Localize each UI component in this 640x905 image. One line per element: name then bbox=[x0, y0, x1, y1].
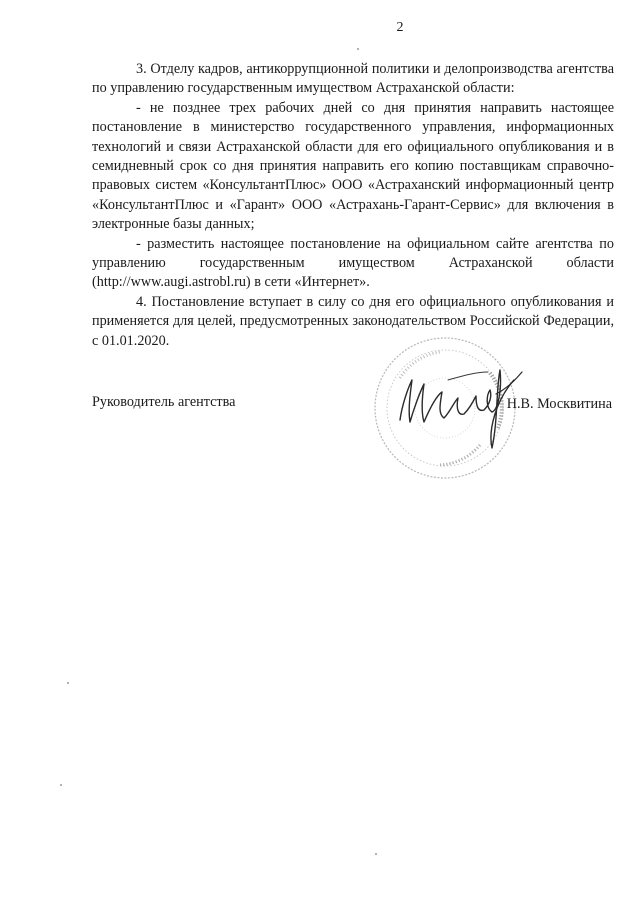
scan-speck bbox=[375, 853, 377, 855]
signatory-position: Руководитель агентства bbox=[92, 394, 236, 410]
paragraph-website-instruction: - разместить настоящее постановление на официальном сайте агентства по управлению государственным имуществом Астраханской области (http://www.augi.astrobl.ru) в сети «Интернет». bbox=[92, 235, 614, 291]
document-body bbox=[92, 60, 614, 351]
scan-speck bbox=[357, 48, 359, 50]
signatory-name: Н.В. Москвитина bbox=[506, 396, 612, 412]
paragraph-item-3: 3. Отделу кадров, антикоррупционной политики и делопроизводства агентства по управлению государственным имуществом Астраханской области: bbox=[92, 61, 614, 97]
page-number: 2 bbox=[396, 20, 404, 35]
paragraph-item-4: 4. Постановление вступает в силу со дня его официального опубликования и применяется для целей, предусмотренных законодательством Российской Федерации, с 01.01.2020. bbox=[92, 293, 614, 349]
scan-speck bbox=[67, 682, 69, 684]
paragraph-publication-instruction: - не позднее трех рабочих дней со дня принятия направить настоящее постановление в министерство государственного управления, информационных технологий и связи Астраханской области для его официального опубликования и в семидневный срок со дня принятия направить его копию поставщикам справочно-правовых систем «КонсультантПлюс» ООО «Астраханский информационный центр «КонсультантПлюс и «Гарант» ООО «Астрахань-Гарант-Сервис» для включения в электронные базы данных; bbox=[92, 99, 614, 233]
scan-speck bbox=[60, 784, 62, 786]
